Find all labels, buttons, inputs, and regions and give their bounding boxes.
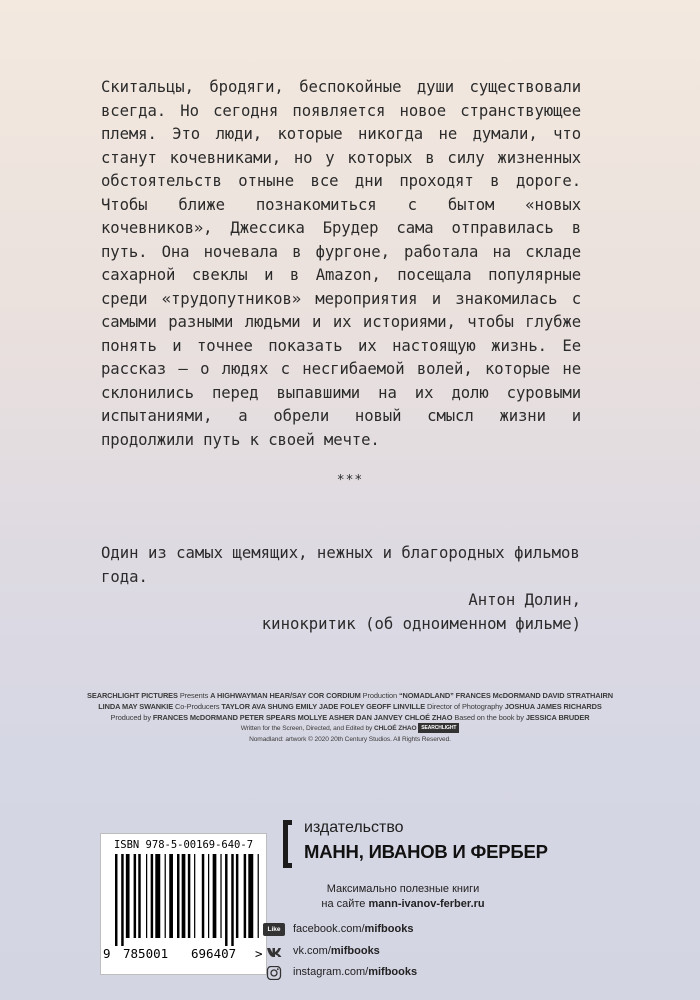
blurb-text: Скитальцы, бродяги, беспокойные души существовали всегда. Но сегодня появляется новое странствующее племя. Это люди, которые никогда не думали, что станут кочевниками, но у которых в силу жизненных обстоятельств отныне все дни проходят в дороге. Чтобы ближе познакомиться с бытом «новых кочевников», Джессика Брудер сама отправилась в путь. Она ночевала в фургоне, работала на складе сахарной свеклы и в Amazon, посещала популярные среди «трудопутников» мероприятия и знакомилась с самыми разными людьми и их историями, чтобы глубже понять и точнее показать их настоящую жизнь. Ее рассказ — о людях с несгибаемой волей, которые не склонились перед выпавшими на их долю суровыми испытаниями, а обрели новый смысл жизни и продолжили путь к своей мечте.	[101, 78, 581, 449]
vk-icon	[263, 945, 285, 959]
credit-part: Director of Photography	[425, 702, 505, 711]
barcode-bar	[151, 854, 153, 938]
quote-text: Один из самых щемящих, нежных и благородных фильмов года.	[101, 544, 580, 586]
barcode-first-digit: 9	[103, 946, 111, 961]
credit-part: Presents	[177, 691, 211, 700]
credit-part: Based on the book by	[452, 713, 526, 722]
credit-part: TAYLOR AVA SHUNG EMILY JADE FOLEY GEOFF LINVILLE	[221, 702, 426, 711]
back-cover-blurb	[101, 76, 581, 452]
vk-link[interactable]	[293, 945, 380, 957]
quote-author: Антон Долин,	[468, 591, 581, 609]
barcode-bar	[208, 854, 209, 938]
barcode-bar	[248, 854, 253, 938]
barcode-bar	[188, 854, 190, 938]
barcode-bar	[231, 854, 233, 946]
barcode-left-digits: 785001	[123, 946, 169, 961]
barcode-bar	[244, 854, 246, 938]
barcode-bar	[121, 854, 123, 946]
credit-part: JOSHUA JAMES RICHARDS	[504, 702, 602, 711]
credit-part: JESSICA BRUDER	[525, 713, 590, 722]
tagline-line-1: Максимально полезные книги	[326, 883, 480, 895]
barcode-bar	[202, 854, 204, 938]
barcode-bar	[220, 854, 221, 938]
social-instagram[interactable]	[263, 965, 523, 985]
credit-part: CHLOÉ ZHAO	[373, 725, 417, 732]
facebook-like-badge: Like	[263, 923, 285, 936]
rating-badge: SEARCHLIGHT	[418, 723, 459, 733]
barcode-bar	[165, 854, 166, 938]
credits-line-4	[60, 723, 640, 734]
credit-part: Written for the Screen, Directed, and Edited by	[240, 725, 374, 732]
tagline-line-2	[283, 897, 523, 912]
barcode-bar	[182, 854, 186, 938]
barcode-bar	[134, 854, 136, 938]
barcode-bar	[146, 854, 147, 938]
instagram-icon	[263, 966, 285, 980]
bracket-logo-icon	[283, 820, 292, 868]
publisher-website-link[interactable]: mann-ivanov-ferber.ru	[368, 898, 485, 910]
barcode-bar	[138, 854, 140, 938]
barcode-digits	[101, 946, 266, 966]
facebook-handle: mifbooks	[364, 923, 414, 935]
isbn-number: ISBN 978-5-00169-640-7	[113, 839, 254, 851]
isbn-barcode	[100, 833, 267, 975]
credits-copyright: Nomadland: artwork © 2020 20th Century Studios. All Rights Reserved.	[249, 736, 451, 743]
vk-prefix: vk.com/	[293, 945, 331, 957]
publisher-name: МАНН, ИВАНОВ И ФЕРБЕР	[304, 841, 548, 862]
credit-part: A HIGHWAYMAN HEAR/SAY COR CORDIUM	[210, 691, 361, 700]
barcode-bar	[213, 854, 217, 938]
credit-part: Production	[360, 691, 399, 700]
credit-part: “NOMADLAND”	[398, 691, 454, 700]
barcode-bars	[113, 854, 263, 946]
barcode-arrow: >	[255, 946, 263, 961]
publisher-label: издательство	[304, 819, 404, 836]
facebook-link[interactable]	[293, 923, 413, 935]
instagram-handle: mifbooks	[368, 966, 418, 978]
credit-part: FRANCES McDORMAND PETER SPEARS MOLLYE ASHER DAN JANVEY CHLOÉ ZHAO	[152, 713, 453, 722]
film-credits	[60, 690, 640, 745]
barcode-bar	[155, 854, 160, 938]
barcode-bar	[169, 854, 173, 938]
social-vk[interactable]	[263, 944, 523, 964]
social-facebook[interactable]	[263, 922, 523, 942]
review-quote	[101, 542, 581, 636]
vk-handle: mifbooks	[330, 945, 380, 957]
credit-part: Produced by	[110, 713, 153, 722]
barcode-bar	[177, 854, 179, 938]
credit-part: SEARCHLIGHT PICTURES	[87, 691, 178, 700]
tagline-prefix: на сайте	[321, 898, 369, 910]
credit-part: LINDA MAY SWANKIE	[98, 702, 174, 711]
facebook-prefix: facebook.com/	[293, 923, 365, 935]
facebook-like-icon	[263, 923, 285, 937]
barcode-bar	[258, 854, 259, 938]
barcode-bar	[194, 854, 195, 938]
barcode-bar	[126, 854, 130, 938]
credits-line-3	[60, 712, 640, 723]
barcode-bar	[115, 854, 117, 946]
barcode-bar	[225, 854, 227, 946]
instagram-prefix: instagram.com/	[293, 966, 369, 978]
section-separator: ***	[336, 473, 364, 488]
publisher-tagline	[283, 882, 523, 912]
barcode-right-digits: 696407	[191, 946, 237, 961]
credits-line-2	[60, 701, 640, 712]
credit-part: FRANCES McDORMAND DAVID STRATHAIRN	[455, 691, 613, 700]
instagram-link[interactable]	[293, 966, 417, 978]
credit-part: Co-Producers	[173, 702, 222, 711]
barcode-bar	[236, 854, 238, 938]
quote-author-role: кинокритик (об одноименном фильме)	[261, 614, 581, 633]
publisher-logo	[283, 820, 563, 890]
credits-line-1	[60, 690, 640, 701]
